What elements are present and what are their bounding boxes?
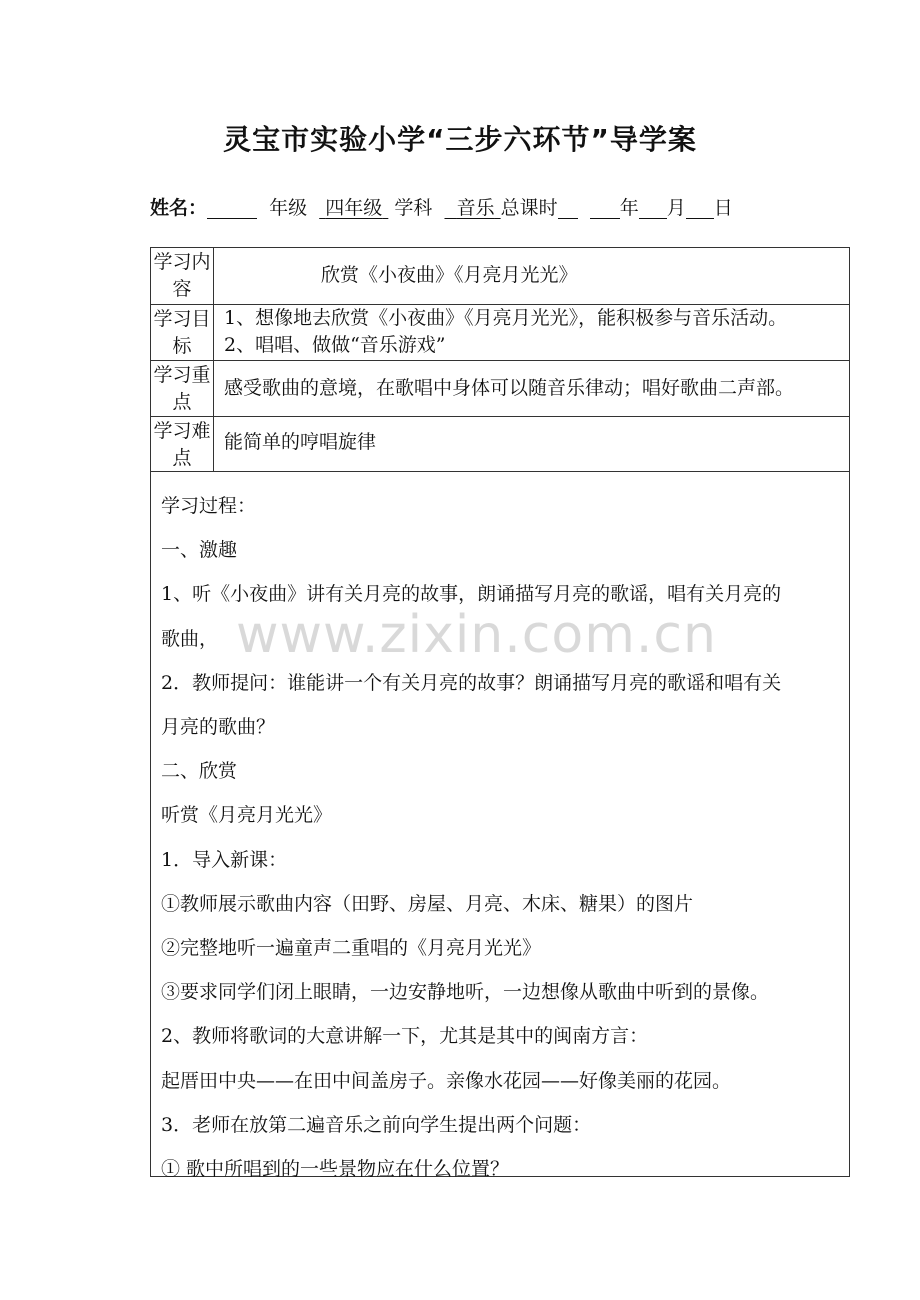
- row-goals: [151, 305, 849, 361]
- student-info-line: [150, 193, 733, 220]
- difficulty-text: 能简单的哼唱旋律: [224, 431, 377, 453]
- process-line: 1．导入新课：: [161, 848, 288, 871]
- learning-process: [161, 484, 847, 1191]
- process-line: ①教师展示歌曲内容（田野、房屋、月亮、木床、糖果）的图片: [161, 892, 694, 915]
- day-blank: [686, 198, 714, 219]
- year-label: 年: [619, 197, 639, 219]
- subject-value-text: 音乐: [456, 197, 495, 219]
- goal-line: 1、想像地去欣赏《小夜曲》《月亮月光光》，能积极参与音乐活动。: [224, 307, 788, 329]
- content-text: 欣赏《小夜曲》《月亮月光光》: [321, 264, 578, 286]
- row-focus: [151, 361, 849, 417]
- row-content-head: 学习内容: [151, 248, 214, 304]
- study-plan-table: [150, 247, 850, 1181]
- hours-blank: [558, 198, 578, 219]
- process-line: 月亮的歌曲？: [161, 716, 276, 739]
- watermark: www.zixin.com.cn: [236, 605, 717, 665]
- row-difficulty-head: 学习难点: [151, 417, 214, 471]
- page-title: 灵宝市实验小学“三步六环节”导学案: [223, 123, 697, 156]
- name-label: 姓名：: [150, 197, 208, 219]
- row-focus-body: [214, 361, 849, 416]
- month-label: 月: [666, 197, 686, 219]
- grade-label: 年级: [269, 197, 308, 219]
- process-line: 歌曲，: [161, 627, 219, 650]
- month-blank: [639, 198, 667, 219]
- row-content: [151, 248, 849, 305]
- year-blank: [590, 198, 620, 219]
- row-goals-head: 学习目标: [151, 305, 214, 360]
- row-content-body: [214, 248, 849, 304]
- process-line: 3．老师在放第二遍音乐之前向学生提出两个问题：: [161, 1113, 592, 1136]
- subject-label: 学科: [394, 197, 433, 219]
- process-line: 2．教师提问：谁能讲一个有关月亮的故事？朗诵描写月亮的歌谣和唱有关: [161, 671, 782, 694]
- process-line: 二、欣赏: [161, 760, 238, 783]
- process-line: ① 歌中所唱到的一些景物应在什么位置？: [161, 1158, 510, 1181]
- process-line: ③要求同学们闭上眼睛，一边安静地听，一边想像从歌曲中听到的景像。: [161, 981, 770, 1004]
- process-line: 2、教师将歌词的大意讲解一下，尤其是其中的闽南方言：: [161, 1025, 649, 1048]
- subject-value: [444, 197, 500, 219]
- process-line: 听赏《月亮月光光》: [161, 804, 333, 827]
- process-line: 起厝田中央——在田中间盖房子。亲像水花园——好像美丽的花园。: [161, 1069, 732, 1092]
- row-difficulty: [151, 417, 849, 472]
- goal-line: 2、唱唱、做做“音乐游戏”: [224, 334, 446, 356]
- row-focus-head: 学习重点: [151, 361, 214, 416]
- day-label: 日: [713, 197, 733, 219]
- row-difficulty-body: [214, 417, 849, 471]
- grade-value-text: 四年级: [325, 197, 383, 219]
- name-blank: [207, 198, 257, 219]
- focus-text: 感受歌曲的意境，在歌唱中身体可以随音乐律动；唱好歌曲二声部。: [224, 377, 795, 399]
- process-line: 学习过程：: [161, 495, 257, 517]
- hours-label: 总课时: [500, 197, 558, 219]
- grade-value: [319, 197, 388, 219]
- process-line: 1、听《小夜曲》讲有关月亮的故事，朗诵描写月亮的歌谣，唱有关月亮的: [161, 583, 782, 606]
- process-line: 一、激趣: [161, 539, 238, 562]
- row-goals-body: [214, 305, 849, 360]
- process-line: ②完整地听一遍童声二重唱的《月亮月光光》: [161, 937, 542, 960]
